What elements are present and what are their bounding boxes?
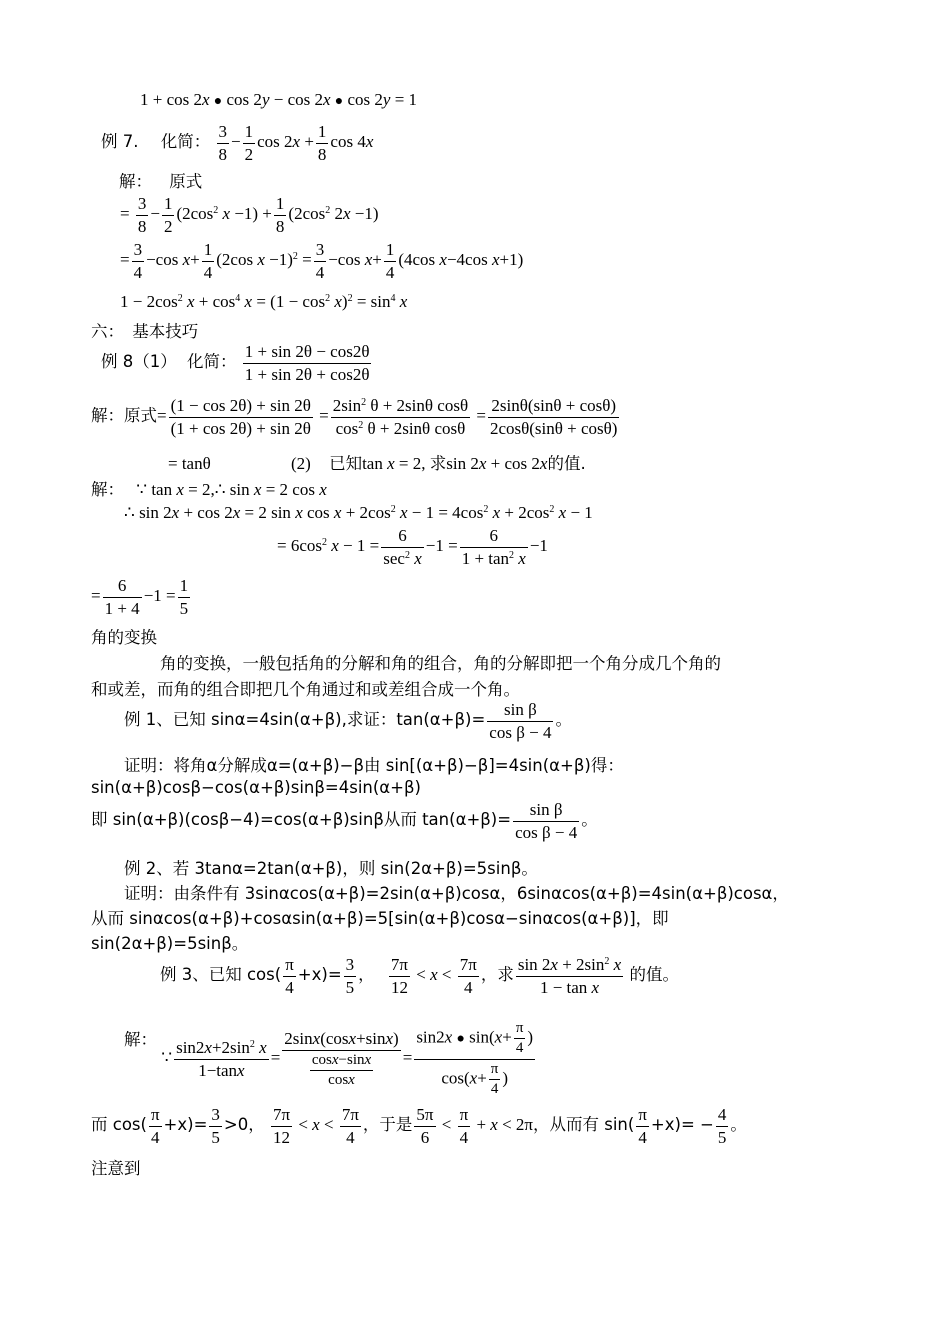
proof-2-line-3: sin(2α+β)=5sinβ。 (91, 934, 249, 953)
last-g: 。 (730, 1114, 747, 1134)
ex8-label: 例 8（1） (101, 351, 177, 371)
e3-b: +x)= (297, 964, 342, 984)
ex8-task: 化简： (187, 351, 237, 371)
proof1-text: 即 sin(α+β)(cosβ−4)=cos(α+β)sinβ从而 tan(α+β)= (91, 809, 512, 829)
solution-7-step-1: = $\frac{3}{8}$ − $\frac{1}{2}$ ($2\cos^2$ x −1) + $\frac{1}{8}$ ($2\cos^2$ 2x −1) (120, 194, 379, 236)
note-line: 注意到 (91, 1159, 141, 1178)
last-a: 而 cos( (91, 1114, 147, 1134)
example-7: 例 7. 化简： $\frac{3}{8}$ − $\frac{1}{2}$ cos 2x + $\frac{1}{8}$ cos 4x (101, 122, 374, 164)
solution-7-header (119, 168, 202, 192)
section-title-angle-transform: 角的变换 (91, 628, 157, 647)
last-d: ，于是 (362, 1114, 413, 1134)
e3-e: 的值。 (629, 964, 679, 984)
paragraph-line-2: 和或差，而角的组合即把几个角通过和或差组合成一个角。 (91, 680, 520, 699)
last-b: +x)= (163, 1114, 208, 1134)
e3-c: ， (358, 964, 375, 984)
proof-1-line-2: sin(α+β)cosβ−cos(α+β)sinβ=4sin(α+β) (91, 778, 421, 797)
example-1: 例 1、已知 sinα=4sin(α+β),求证：tan(α+β)= $\frac{\text{sin β}}{\text{cos β − 4}}$ 。 (124, 700, 572, 742)
e1-end: 。 (555, 709, 572, 729)
orig-label: 原式 (169, 172, 203, 191)
solution-8-step-2: = tanθ (2) 已知tan x = 2, 求sin 2x + cos 2x的值. (168, 454, 586, 473)
solution-7-step-3: $1 - 2\cos^2$ $x + \cos^4 x = (1 - \cos^2 x)^2 = \sin^4 x$ (120, 292, 408, 311)
proof-2-line-2: 从而 sinαcos(α+β)+cosαsin(α+β)=5[sin(α+β)cosα−sinαcos(α+β)]，即 (91, 909, 669, 928)
part2-text-a: 已知 (329, 454, 363, 473)
ex7-label: 例 7. (101, 131, 139, 151)
solution-8b-line-2: ∴ sin 2x + cos 2x = 2 sin x $\cos x + 2\cos^2$ $x - 1 = 4\cos^2$ $x + 2\cos^2$ x − 1 (124, 503, 593, 522)
example-8: 例 8（1） 化简： $\frac{1 + \sin 2\theta - \cos 2\theta}{1 + \sin 2\theta + \cos 2\theta}$ (101, 342, 370, 384)
last-f: +x)= − (650, 1114, 714, 1134)
sol3-label: 解： (124, 1029, 157, 1049)
equation-line-1: 1 + cos 2x ● cos 2y − cos 2x ● cos 2y = 1 (140, 90, 418, 109)
last-e: ，从而有 sin( (533, 1114, 635, 1134)
sol-label: 解： (119, 172, 152, 191)
sol-orig-label: 解：原式 (91, 405, 157, 425)
e1-text: 例 1、已知 sinα=4sin(α+β),求证：tan(α+β)= (124, 709, 486, 729)
ex7-task: 化简： (160, 131, 211, 151)
section-heading-6: 六： 基本技巧 (91, 322, 199, 341)
paragraph-line-1: 角的变换，一般包括角的分解和角的组合，角的分解即把一个角分成几个角的 (160, 654, 721, 673)
proof1-end: 。 (581, 809, 598, 829)
proof-2-line-1: 证明：由条件有 3sinαcos(α+β)=2sin(α+β)cosα，6sinαcos(α+β)=4sin(α+β)cosα， (124, 884, 789, 903)
last-c: >0， (223, 1114, 265, 1134)
part2-label: (2) (291, 454, 311, 473)
solution-8b-line-3: = $6\cos^2$ x − 1 = 6 $\sec^2 x$ −1 = $\frac{6}{1 + \tan^2 x}$ −1 (277, 526, 548, 568)
part2-text-c: 的值. (547, 454, 586, 473)
example-3: 例 3、已知 cos( $\frac{\pi}{4}$ +x)= $\frac{3}{5}$ ， $\frac{7\pi}{12}$ < x < $\frac{7\pi}{4}$ ，求 $\frac{\sin 2x + 2\sin^2 x}{\text{1 − tan x}}$ 的值。 (160, 955, 679, 997)
example-2: 例 2、若 3tanα=2tan(α+β)，则 sin(2α+β)=5sinβ。 (124, 859, 538, 878)
solution-3-conclusion: 而 cos( $\frac{\pi}{4}$ +x)= $\frac{3}{5}$ >0， $\frac{7\pi}{12}$ < x < $\frac{7\pi}{4}$ ，于是 $\frac{5\pi}{6}$ < $\frac{\pi}{4}$ + x < 2π，从而有 sin( $\frac{\pi}{4}$ +x)= − $\frac{4}{5}$ 。 (91, 1105, 747, 1147)
proof-1-line-1: 证明：将角α分解成α=(α+β)−β由 sin[(α+β)−β]=4sin(α+β)得： (124, 756, 624, 775)
part2-text-b: 求 (429, 454, 447, 473)
solution-7-step-2: = $\frac{3}{4}$ −cos x+ $\frac{1}{4}$ (2cos x −1)$^2$ = $\frac{3}{4}$ −cos x+ $\frac{1}{4}$ (4cos x−4cos x+1) (120, 240, 524, 282)
proof-1-line-3: 即 sin(α+β)(cosβ−4)=cos(α+β)sinβ从而 tan(α+β)= $\frac{\text{sin β}}{\text{cos β − 4}}$ 。 (91, 800, 598, 842)
e3-d: ，求 (480, 964, 514, 984)
solution-8b-line-4: = $\frac{6}{1 + 4}$ −1 = $\frac{1}{5}$ (91, 576, 189, 618)
e3-a: 例 3、已知 cos( (160, 964, 282, 984)
solution-8b-line-1: 解： ∵ tan x = 2,∴ sin x = 2 cos x (91, 480, 327, 499)
sol2-label: 解： (91, 480, 124, 499)
solution-3: 解： ∵ $\frac{\sin 2x+2\sin^2 x}{1-\tan x}$ = $\frac{2\sin x(\cos x+\sin x)}{\frac{\cos x-\sin x}{\cos x}}$ = sin2x ● sin(x+ $\frac{\pi}{4}$ ) cos(x+ $\frac{\pi}{4}$ ) (124, 1020, 534, 1097)
solution-8-step-1: 解：原式= $\frac{(1 - \cos 2\theta) + \sin 2\theta}{(1 + \cos 2\theta) + \sin 2\theta}$ = $\frac{2\sin^2 \theta + 2\sin\theta \cos\theta}{\cos^2 \theta + 2\sin\theta \cos\theta}$ = $\frac{2\sin\theta(\sin\theta + \cos\theta)}{2\cos\theta(\sin\theta + \cos\theta)}$ (91, 396, 618, 438)
